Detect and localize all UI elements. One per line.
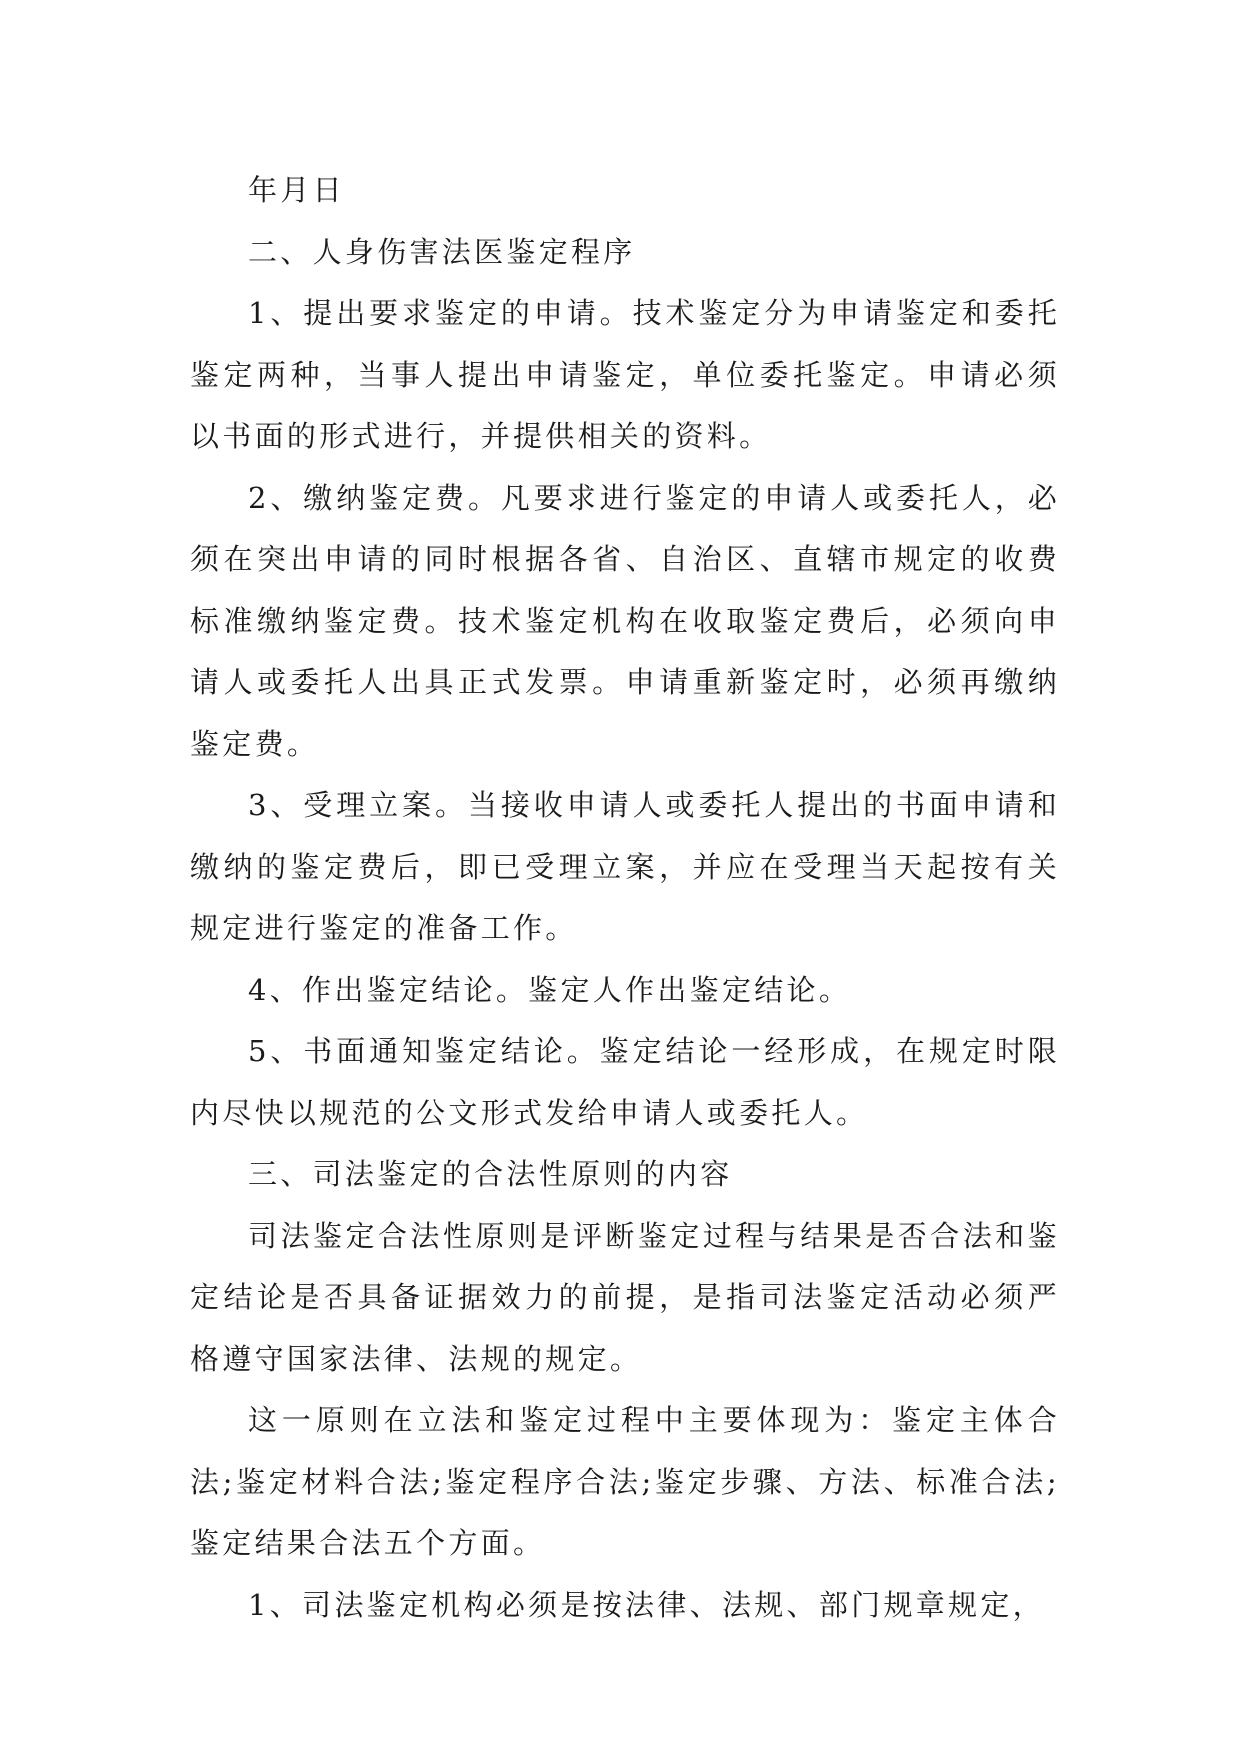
section-heading-procedure: 二、人身伤害法医鉴定程序 — [248, 234, 636, 269]
paragraph-step-2: 2、缴纳鉴定费。凡要求进行鉴定的申请人或委托人，必须在突出申请的同时根据各省、自治区、直辖市规定的收费标准缴纳鉴定费。技术鉴定机构在收取鉴定费后，必须向申请人或委托人出具正式发票。申请重新鉴定时，必须再缴纳鉴定费。 — [190, 480, 1060, 761]
paragraph-step-5: 5、书面通知鉴定结论。鉴定结论一经形成，在规定时限内尽快以规范的公文形式发给申请人或委托人。 — [190, 1034, 1060, 1130]
paragraph-step-4: 4、作出鉴定结论。鉴定人作出鉴定结论。 — [248, 972, 852, 1007]
paragraph-step-3: 3、受理立案。当接收申请人或委托人提出的书面申请和缴纳的鉴定费后，即已受理立案，并应在受理当天起按有关规定进行鉴定的准备工作。 — [190, 788, 1060, 945]
document-body — [190, 160, 1060, 1636]
paragraph-step-1: 1、提出要求鉴定的申请。技术鉴定分为申请鉴定和委托鉴定两种，当事人提出申请鉴定，单位委托鉴定。申请必须以书面的形式进行，并提供相关的资料。 — [190, 296, 1060, 453]
paragraph-legality-item-1: 1、司法鉴定机构必须是按法律、法规、部门规章规定， — [248, 1587, 1045, 1622]
paragraph-legality-aspects: 这一原则在立法和鉴定过程中主要体现为：鉴定主体合法;鉴定材料合法;鉴定程序合法;鉴定步骤、方法、标准合法;鉴定结果合法五个方面。 — [190, 1403, 1060, 1560]
section-heading-legality: 三、司法鉴定的合法性原则的内容 — [248, 1157, 733, 1191]
paragraph-legality-definition: 司法鉴定合法性原则是评断鉴定过程与结果是否合法和鉴定结论是否具备证据效力的前提，是指司法鉴定活动必须严格遵守国家法律、法规的规定。 — [190, 1218, 1060, 1376]
date-line: 年月日 — [248, 173, 345, 207]
